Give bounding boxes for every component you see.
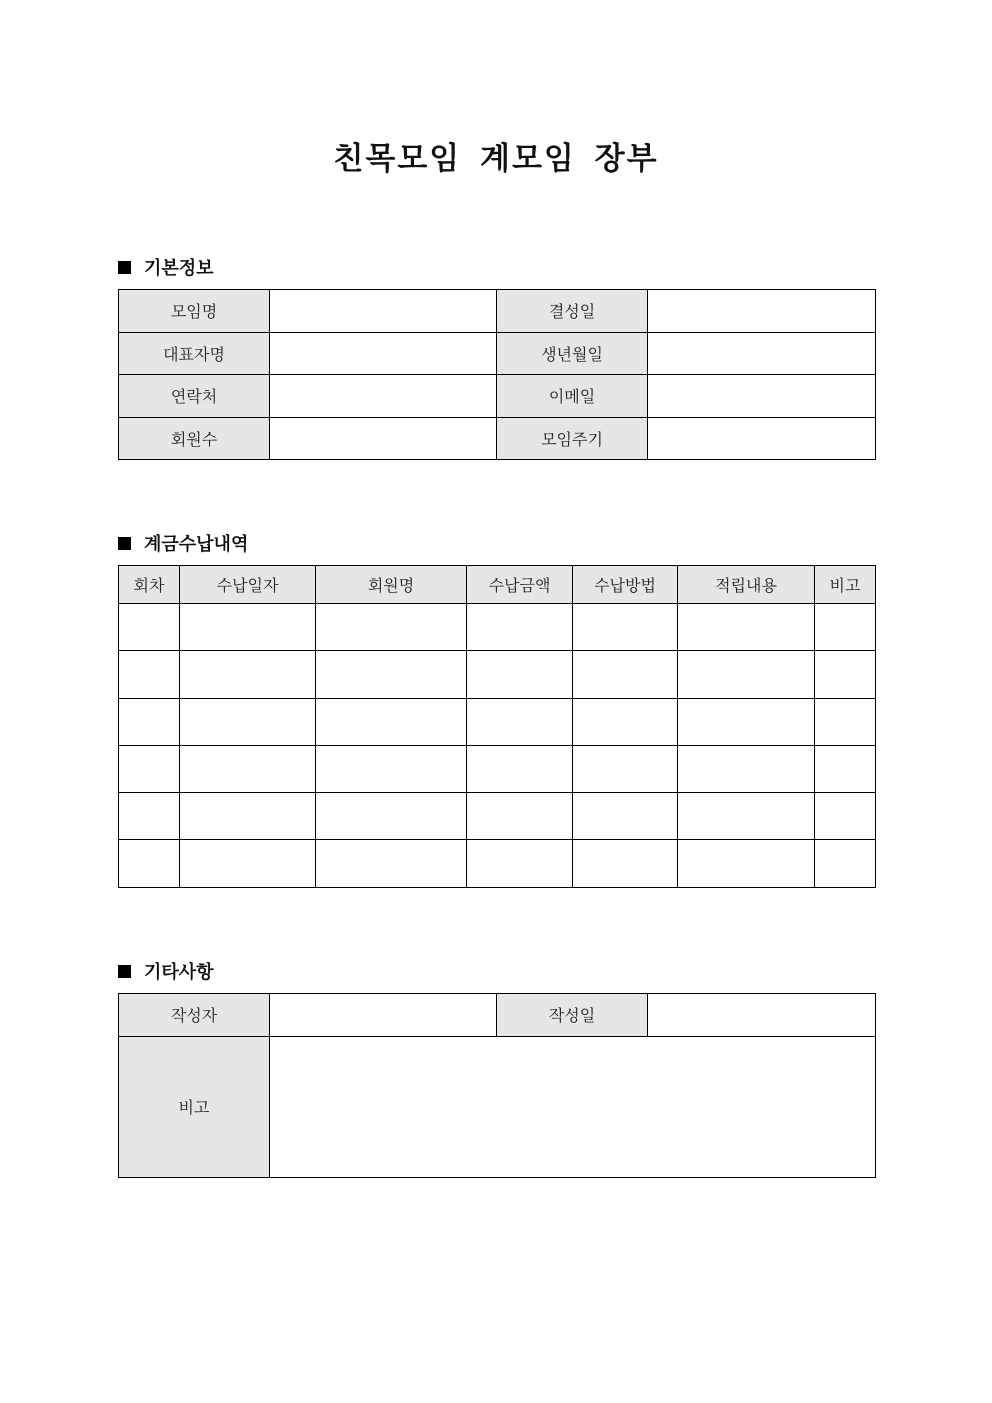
date-field[interactable] xyxy=(648,994,876,1037)
square-bullet-icon xyxy=(118,537,131,550)
basic-info-row xyxy=(119,417,876,460)
ledger-cell[interactable] xyxy=(316,698,467,745)
ledger-cell[interactable] xyxy=(678,745,815,792)
basic-info-row xyxy=(119,375,876,418)
section-heading-label: 계금수납내역 xyxy=(144,534,249,555)
info-label: 결성일 xyxy=(497,290,648,333)
table-row xyxy=(119,840,876,887)
note-label: 비고 xyxy=(119,1036,270,1177)
ledger-cell[interactable] xyxy=(573,651,678,698)
misc-row-note xyxy=(119,1036,876,1177)
ledger-cell[interactable] xyxy=(815,698,876,745)
ledger-cell[interactable] xyxy=(119,745,180,792)
ledger-cell[interactable] xyxy=(467,793,573,840)
ledger-cell[interactable] xyxy=(815,745,876,792)
ledger-cell[interactable] xyxy=(678,698,815,745)
ledger-cell[interactable] xyxy=(815,793,876,840)
section-heading-basic xyxy=(118,254,214,280)
ledger-cell[interactable] xyxy=(467,651,573,698)
ledger-cell[interactable] xyxy=(573,840,678,887)
ledger-column-header: 비고 xyxy=(815,566,876,604)
ledger-cell[interactable] xyxy=(316,604,467,651)
author-label: 작성자 xyxy=(119,994,270,1037)
info-label: 이메일 xyxy=(497,375,648,418)
info-value-field[interactable] xyxy=(270,417,497,460)
ledger-cell[interactable] xyxy=(467,698,573,745)
table-row xyxy=(119,745,876,792)
ledger-cell[interactable] xyxy=(316,745,467,792)
ledger-cell[interactable] xyxy=(815,651,876,698)
info-label: 회원수 xyxy=(119,417,270,460)
basic-info-row xyxy=(119,290,876,333)
ledger-cell[interactable] xyxy=(119,651,180,698)
date-label: 작성일 xyxy=(497,994,648,1037)
ledger-column-header: 회차 xyxy=(119,566,180,604)
misc-row-author xyxy=(119,994,876,1037)
ledger-cell[interactable] xyxy=(180,651,316,698)
misc-table xyxy=(118,993,876,1178)
author-field[interactable] xyxy=(270,994,497,1037)
section-heading-label: 기타사항 xyxy=(144,962,214,983)
ledger-column-header: 수납일자 xyxy=(180,566,316,604)
ledger-cell[interactable] xyxy=(573,698,678,745)
ledger-cell[interactable] xyxy=(467,604,573,651)
ledger-cell[interactable] xyxy=(467,745,573,792)
info-label: 모임명 xyxy=(119,290,270,333)
table-row xyxy=(119,604,876,651)
ledger-cell[interactable] xyxy=(678,651,815,698)
info-value-field[interactable] xyxy=(648,332,876,375)
ledger-cell[interactable] xyxy=(573,604,678,651)
info-value-field[interactable] xyxy=(270,332,497,375)
info-value-field[interactable] xyxy=(270,375,497,418)
ledger-column-header: 적립내용 xyxy=(678,566,815,604)
ledger-column-header: 수납금액 xyxy=(467,566,573,604)
ledger-cell[interactable] xyxy=(180,793,316,840)
ledger-cell[interactable] xyxy=(573,745,678,792)
info-label: 대표자명 xyxy=(119,332,270,375)
ledger-cell[interactable] xyxy=(316,651,467,698)
ledger-cell[interactable] xyxy=(678,793,815,840)
ledger-cell[interactable] xyxy=(119,840,180,887)
info-label: 생년월일 xyxy=(497,332,648,375)
ledger-cell[interactable] xyxy=(815,840,876,887)
ledger-cell[interactable] xyxy=(119,604,180,651)
ledger-cell[interactable] xyxy=(119,698,180,745)
ledger-cell[interactable] xyxy=(180,698,316,745)
section-heading-ledger xyxy=(118,530,248,556)
ledger-cell[interactable] xyxy=(316,793,467,840)
info-value-field[interactable] xyxy=(648,290,876,333)
ledger-cell[interactable] xyxy=(316,840,467,887)
section-heading-misc xyxy=(118,958,214,984)
ledger-cell[interactable] xyxy=(119,793,180,840)
ledger-cell[interactable] xyxy=(678,604,815,651)
ledger-table xyxy=(118,565,876,888)
note-field[interactable] xyxy=(270,1036,876,1177)
ledger-cell[interactable] xyxy=(815,604,876,651)
ledger-cell[interactable] xyxy=(573,793,678,840)
table-row xyxy=(119,698,876,745)
table-row xyxy=(119,793,876,840)
ledger-cell[interactable] xyxy=(180,745,316,792)
ledger-column-header: 회원명 xyxy=(316,566,467,604)
ledger-cell[interactable] xyxy=(678,840,815,887)
ledger-column-header: 수납방법 xyxy=(573,566,678,604)
section-heading-label: 기본정보 xyxy=(144,258,214,279)
ledger-cell[interactable] xyxy=(180,604,316,651)
ledger-cell[interactable] xyxy=(467,840,573,887)
info-label: 모임주기 xyxy=(497,417,648,460)
info-label: 연락처 xyxy=(119,375,270,418)
table-row xyxy=(119,651,876,698)
info-value-field[interactable] xyxy=(270,290,497,333)
page-title: 친목모임 계모임 장부 xyxy=(333,141,659,177)
square-bullet-icon xyxy=(118,261,131,274)
ledger-cell[interactable] xyxy=(180,840,316,887)
basic-info-table xyxy=(118,289,876,460)
info-value-field[interactable] xyxy=(648,417,876,460)
ledger-header-row xyxy=(119,566,876,604)
square-bullet-icon xyxy=(118,965,131,978)
basic-info-row xyxy=(119,332,876,375)
info-value-field[interactable] xyxy=(648,375,876,418)
